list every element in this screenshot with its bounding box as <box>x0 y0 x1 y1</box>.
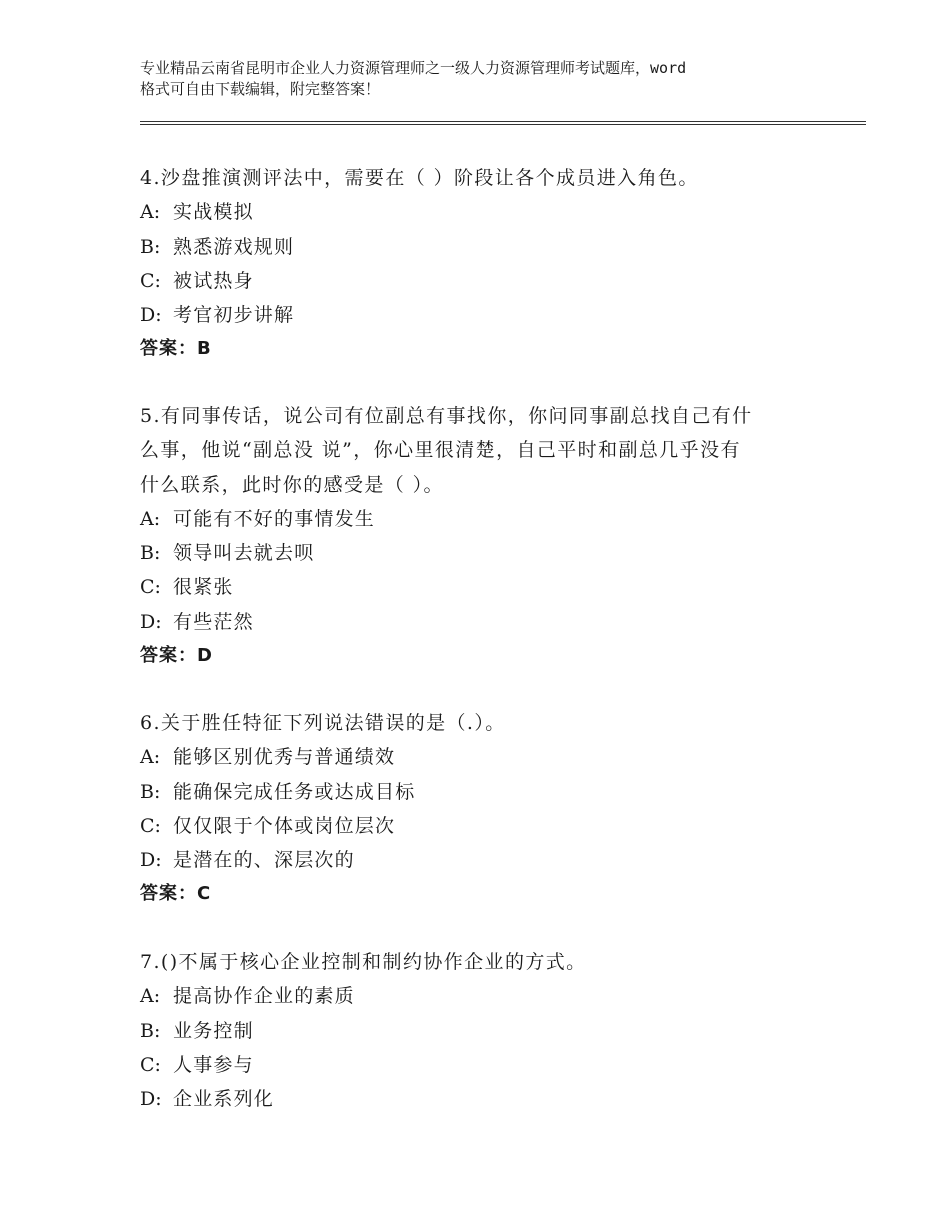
question-6 <box>140 706 820 912</box>
option-d <box>140 843 820 877</box>
question-stem-line: 6.关于胜任特征下列说法错误的是（.）。 <box>140 712 506 734</box>
option-b <box>140 536 820 570</box>
option-c <box>140 264 820 298</box>
option-a <box>140 979 820 1013</box>
option-d <box>140 605 820 639</box>
option-key: B: <box>140 780 161 803</box>
option-text: 可能有不好的事情发生 <box>173 507 376 530</box>
header-line-2: 格式可自由下载编辑，附完整答案！ <box>140 80 381 98</box>
option-text: 仅仅限于个体或岗位层次 <box>173 814 396 837</box>
option-b <box>140 775 820 809</box>
option-key: B: <box>140 542 161 565</box>
option-c <box>140 570 820 604</box>
question-4 <box>140 161 820 367</box>
option-text: 企业系列化 <box>173 1088 275 1111</box>
question-5 <box>140 399 820 673</box>
option-b <box>140 230 820 264</box>
option-key: D: <box>140 304 162 327</box>
question-stem-line: 4.沙盘推演测评法中，需要在（ ）阶段让各个成员进入角色。 <box>140 167 699 189</box>
option-text: 能确保完成任务或达成目标 <box>173 780 416 803</box>
option-a <box>140 502 820 536</box>
answer-label: 答案：C <box>140 883 212 905</box>
question-stem <box>140 706 820 740</box>
question-stem-line: 么事，他说“副总没 说”，你心里很清楚，自己平时和副总几乎没有 <box>140 439 741 462</box>
header-line-1: 专业精品云南省昆明市企业人力资源管理师之一级人力资源管理师考试题库，word <box>140 59 687 77</box>
option-c <box>140 809 820 843</box>
option-key: A: <box>140 201 161 224</box>
option-d <box>140 298 820 332</box>
option-key: A: <box>140 507 161 530</box>
question-stem <box>140 945 820 979</box>
question-stem <box>140 399 820 502</box>
option-text: 领导叫去就去呗 <box>173 542 315 565</box>
option-key: B: <box>140 1019 161 1042</box>
option-text: 考官初步讲解 <box>173 304 295 327</box>
option-a <box>140 195 820 229</box>
option-text: 提高协作企业的素质 <box>173 985 355 1008</box>
option-text: 很紧张 <box>173 576 234 599</box>
option-a <box>140 740 820 774</box>
option-key: C: <box>140 1053 161 1076</box>
option-text: 人事参与 <box>173 1053 254 1076</box>
option-text: 业务控制 <box>173 1019 254 1042</box>
document-header <box>140 58 830 100</box>
option-key: A: <box>140 746 161 769</box>
question-stem-line: 什么联系，此时你的感受是（ ）。 <box>140 473 444 496</box>
option-key: C: <box>140 269 161 292</box>
option-text: 实战模拟 <box>173 201 254 224</box>
option-key: A: <box>140 985 161 1008</box>
header-divider-top <box>140 121 866 122</box>
option-key: D: <box>140 1088 162 1111</box>
option-text: 被试热身 <box>173 269 254 292</box>
header-divider-bottom <box>140 124 866 125</box>
answer-label: 答案：D <box>140 645 213 667</box>
answer-label: 答案：B <box>140 338 212 360</box>
option-key: C: <box>140 814 161 837</box>
option-text: 有些茫然 <box>173 610 254 633</box>
option-key: D: <box>140 849 162 872</box>
option-d <box>140 1082 820 1116</box>
option-b <box>140 1014 820 1048</box>
question-stem <box>140 161 820 195</box>
option-key: D: <box>140 610 162 633</box>
option-c <box>140 1048 820 1082</box>
option-text: 熟悉游戏规则 <box>173 235 295 258</box>
option-text: 能够区别优秀与普通绩效 <box>173 746 396 769</box>
option-key: B: <box>140 235 161 258</box>
option-text: 是潜在的、深层次的 <box>173 849 355 872</box>
question-stem-line: 5.有同事传话，说公司有位副总有事找你，你问同事副总找自己有什 <box>140 405 753 427</box>
question-stem-line: 7.()不属于核心企业控制和制约协作企业的方式。 <box>140 951 587 973</box>
question-7 <box>140 945 820 1116</box>
option-key: C: <box>140 576 161 599</box>
